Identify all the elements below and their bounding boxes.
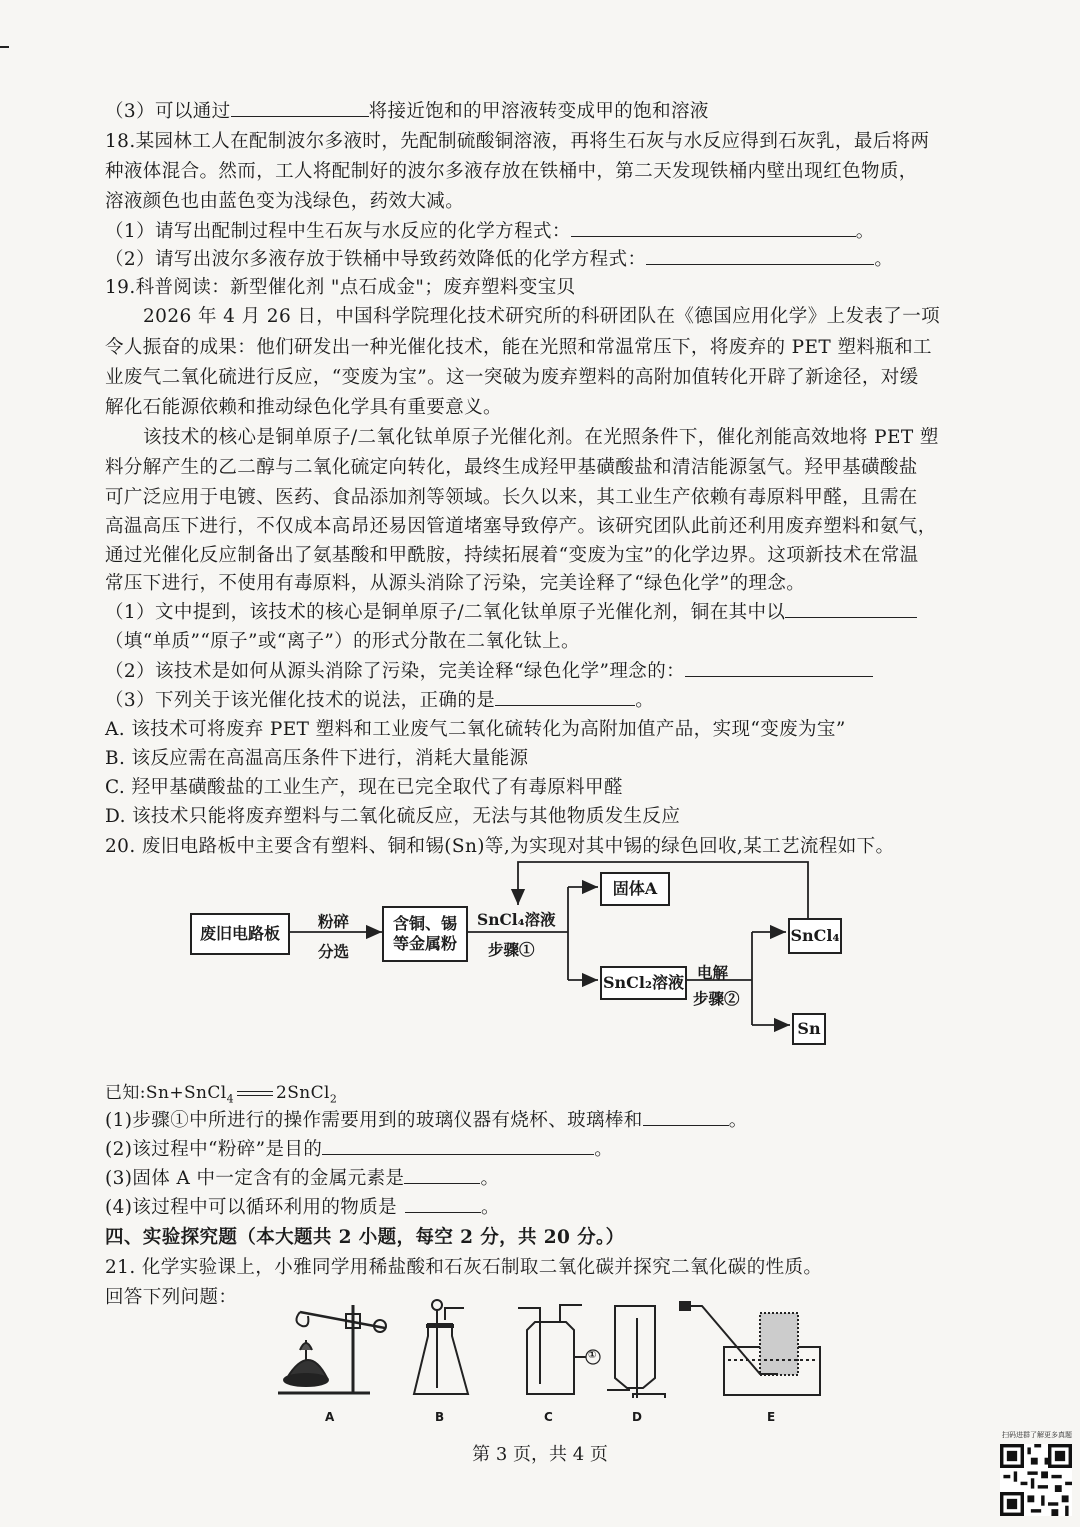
answer-blank[interactable] <box>571 218 856 237</box>
flow-label-step2: 步骤② <box>693 989 740 1008</box>
answer-blank[interactable] <box>231 98 369 117</box>
qr-caption: 扫码进群了解更多真题 <box>1002 1431 1072 1439</box>
q19-para1-3: 业废气二氧化硫进行反应，“变废为宝”。这一突破为废弃塑料的高附加值转化开辟了新途径，对缓 <box>105 367 919 388</box>
apparatus-e-trough <box>680 1302 820 1395</box>
q20-part1 <box>105 1106 748 1132</box>
q20-part2 <box>105 1135 613 1161</box>
q19-option-c: C. 羟甲基磺酸盐的工业生产，现在已完全取代了有毒原料甲醛 <box>105 777 623 798</box>
apparatus-label-a: A <box>325 1410 335 1424</box>
q18-part2 <box>105 245 893 271</box>
q19-para1-4: 解化石能源依赖和推动绿色化学具有重要意义。 <box>105 397 502 418</box>
q18-stem-3: 溶液颜色也由蓝色变为浅绿色，药效大减。 <box>105 191 465 212</box>
flow-label-step1: 步骤① <box>488 940 535 959</box>
answer-blank[interactable] <box>495 687 635 706</box>
apparatus-label-d: D <box>632 1410 642 1424</box>
text: （2）请写出波尔多液存放于铁桶中导致药效降低的化学方程式： <box>105 249 647 270</box>
q20-part4 <box>105 1193 500 1219</box>
flow-label-sncl4-solution: SnCl₄溶液 <box>477 910 556 929</box>
q19-para2-4: 高温高压下进行，不仅成本高昂还易因管道堵塞导致停产。该研究团队此前还利用废弃塑料和氨气， <box>105 516 937 537</box>
qr-code-icon[interactable] <box>1000 1444 1072 1516</box>
answer-blank[interactable] <box>785 599 917 618</box>
q19-para2-5: 通过光催化反应制备出了氨基酸和甲酰胺，持续拓展着“变废为宝”的化学边界。这项新技术在常温 <box>105 545 919 566</box>
apparatus-b-flask <box>414 1300 468 1394</box>
q19-para2-6: 常压下进行，不使用有毒原料，从源头消除了污染，完美诠释了“绿色化学”的理念。 <box>105 573 806 594</box>
q19-part2 <box>105 657 873 683</box>
q19-para1-2: 令人振奋的成果：他们研发出一种光催化技术，能在光照和常温常压下，将废弃的 PET 塑料瓶和工 <box>105 337 932 358</box>
text: (4)该过程中可以循环利用的物质是 <box>105 1197 398 1218</box>
text: 。 <box>855 221 875 242</box>
q18-stem-1: 18.某园林工人在配制波尔多液时，先配制硫酸铜溶液，再将生石灰与水反应得到石灰乳，最后将两 <box>105 131 930 152</box>
apparatus-label-b: B <box>435 1410 445 1424</box>
answer-blank[interactable] <box>322 1136 594 1155</box>
section-4-heading: 四、实验探究题（本大题共 2 小题，每空 2 分，共 20 分。） <box>105 1227 625 1248</box>
text: （1）请写出配制过程中生石灰与水反应的化学方程式： <box>105 221 571 242</box>
q19-part3 <box>105 686 654 712</box>
q17-part3 <box>105 97 709 123</box>
flow-label-electrolysis: 电解 <box>697 963 729 982</box>
q20-part3 <box>105 1164 499 1190</box>
flow-label-crush: 粉碎 <box>318 912 350 931</box>
q21-prompt: 回答下列问题： <box>105 1287 238 1308</box>
text: 。 <box>594 1139 614 1160</box>
flow-box-sncl4: SnCl₄ <box>788 918 842 954</box>
q21-stem: 21. 化学实验课上，小雅同学用稀盐酸和石灰石制取二氧化碳并探究二氧化碳的性质。 <box>105 1257 823 1278</box>
flow-box-solid-a: 固体A <box>600 872 670 906</box>
q19-option-b: B. 该反应需在高温高压条件下进行，消耗大量能源 <box>105 748 529 769</box>
q19-option-d: D. 该技术只能将废弃塑料与二氧化硫反应，无法与其他物质发生反应 <box>105 806 681 827</box>
answer-blank[interactable] <box>646 246 874 265</box>
page-footer: 第 3 页，共 4 页 <box>472 1444 608 1465</box>
text: 将接近饱和的甲溶液转变成甲的饱和溶液 <box>368 101 709 122</box>
apparatus-label-e: E <box>767 1410 776 1424</box>
q19-para2-1: 该技术的核心是铜单原子/二氧化钛单原子光催化剂。在光照条件下，催化剂能高效地将 PET 塑 <box>143 427 939 448</box>
q18-stem-2: 种液体混合。然而，工人将配制好的波尔多液存放在铁桶中，第二天发现铁桶内壁出现红色物质， <box>105 161 918 182</box>
corner-mark <box>0 46 9 48</box>
text: （3）下列关于该光催化技术的说法，正确的是 <box>105 690 496 711</box>
text: 。 <box>874 249 894 270</box>
text: （3）可以通过 <box>105 101 231 122</box>
text: (1)步骤①中所进行的操作需要用到的玻璃仪器有烧杯、玻璃棒和 <box>105 1110 643 1131</box>
q19-para1-1: 2026 年 4 月 26 日，中国科学院理化技术研究所的科研团队在《德国应用化学》上发表了一项 <box>143 306 940 327</box>
flow-label-select: 分选 <box>318 942 350 961</box>
text: 。 <box>481 1197 500 1218</box>
text: 。 <box>480 1168 500 1189</box>
equals-sign <box>237 1091 273 1096</box>
text: 。 <box>728 1110 748 1131</box>
text: （1）文中提到，该技术的核心是铜单原子/二氧化钛单原子光催化剂，铜在其中以 <box>105 602 786 623</box>
flow-box-sncl2-solution: SnCl₂溶液 <box>600 966 687 1000</box>
flow-box-circuit-board: 废旧电路板 <box>190 913 290 955</box>
q20-known-reaction: 已知:Sn+SnCl$_4$ 2SnCl$_2$ <box>105 1083 338 1106</box>
q19-para2-3: 可广泛应用于电镀、医药、食品添加剂等领域。长久以来，其工业生产依赖有毒原料甲醛，且需在 <box>105 487 918 508</box>
answer-blank[interactable] <box>685 658 873 677</box>
q19-para2-2: 料分解产生的乙二醇与二氧化硫定向转化，最终生成羟甲基磺酸盐和清洁能源氢气。羟甲基磺酸盐 <box>105 457 918 478</box>
text: 等金属粉 <box>392 934 457 953</box>
text: 2SnCl <box>276 1083 330 1103</box>
answer-blank[interactable] <box>404 1165 480 1184</box>
answer-blank[interactable] <box>643 1107 729 1126</box>
apparatus-c-marker: ① <box>588 1350 597 1361</box>
q19-part1 <box>105 598 917 624</box>
text: 已知:Sn+SnCl <box>105 1083 227 1103</box>
flow-box-sn: Sn <box>792 1013 826 1045</box>
flow-box-metal-powder <box>382 906 468 962</box>
apparatus-d-inverted <box>607 1306 665 1398</box>
q19-part1-cont: （填“单质”“原子”或“离子”）的形式分散在二氧化钛上。 <box>105 631 580 652</box>
q19-option-a: A. 该技术可将废弃 PET 塑料和工业废气二氧化硫转化为高附加值产品，实现“变废为宝” <box>105 719 846 740</box>
q20-stem: 20. 废旧电路板中主要含有塑料、铜和锡(Sn)等,为实现对其中锡的绿色回收,某工艺流程如下。 <box>105 836 895 857</box>
q18-part1 <box>105 217 875 243</box>
answer-blank[interactable] <box>405 1194 481 1213</box>
text: （2）该技术是如何从源头消除了污染，完美诠释“绿色化学”理念的： <box>105 661 685 682</box>
text: (2)该过程中“粉碎”是目的 <box>105 1139 323 1160</box>
text: 含铜、锡 <box>392 914 457 933</box>
apparatus-label-c: C <box>544 1410 553 1424</box>
text: (3)固体 A 中一定含有的金属元素是 <box>105 1168 405 1189</box>
q19-title: 19.科普阅读：新型催化剂 "点石成金"；废弃塑料变宝贝 <box>105 277 576 298</box>
apparatus-a-heating <box>278 1305 386 1393</box>
text: 。 <box>635 690 655 711</box>
